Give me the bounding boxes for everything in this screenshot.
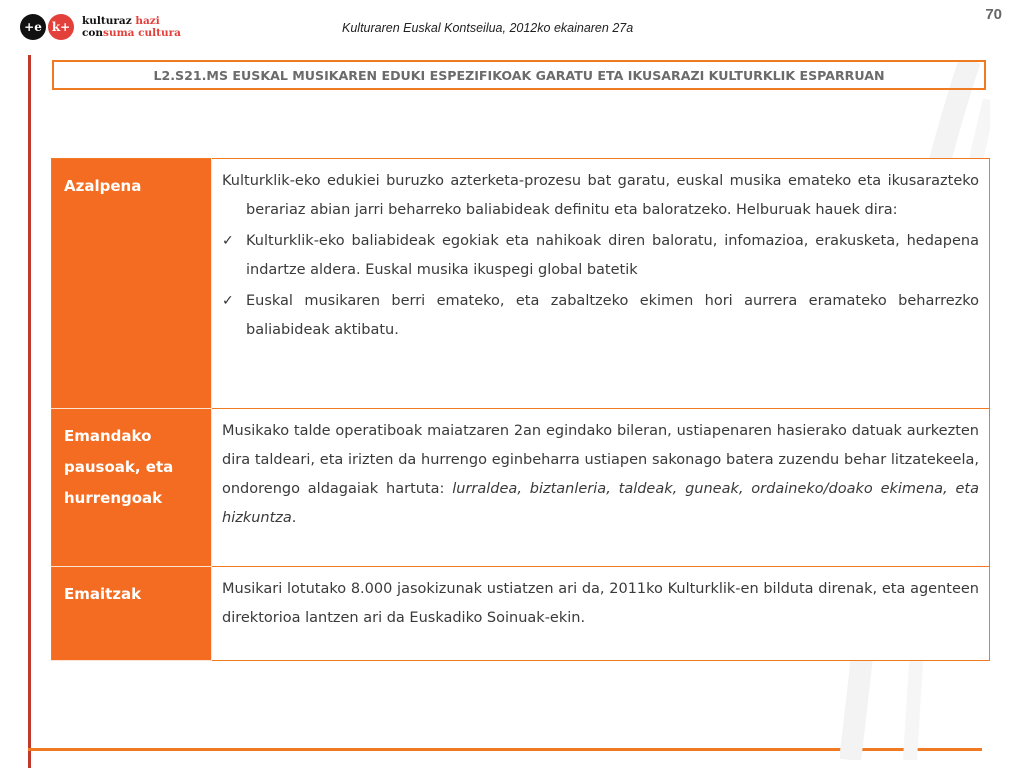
logo-circle-left: +e [20,14,46,40]
row-intro: Kulturklik-eko edukiei buruzko azterketa-prozesu bat garatu, euskal musika emateko eta ikusarazteko berariaz abian jarri beharreko baliabideak definitu eta baloratzeko. Helburuak hauek dira: [222,173,979,218]
table-row [52,567,990,661]
logo-word-3: con [82,27,104,39]
logo-word-1: kulturaz [82,15,132,27]
logo-circle-right: k+ [48,14,74,40]
row-text-end: . [291,510,297,526]
info-table [51,158,990,661]
logo [20,14,181,40]
bullet-text: Kulturklik-eko baliabideak egokiak eta nahikoak diren baloratu, infomazioa, erakusketa, hedapena indartze aldera. Euskal musika ikuspegi global batetik [246,233,979,278]
table-row [52,409,990,567]
page-title: L2.S21.MS EUSKAL MUSIKAREN EDUKI ESPEZIFIKOAK GARATU ETA IKUSARAZI KULTURKLIK ESPARRUAN [153,67,885,83]
checkmark-icon: ✓ [222,293,234,309]
logo-word-4: suma cultura [103,27,181,39]
header-caption: Kulturaren Euskal Kontseilua, 2012ko ekainaren 27a [342,21,634,35]
row-text: Musikari lotutako 8.000 jasokizunak ustiatzen ari da, 2011ko Kulturklik-en bilduta direnak, eta agenteen direktorioa lantzen ari da Euskadiko Soinuak-ekin. [222,581,979,626]
bullet-item [222,287,979,345]
logo-word-2: hazi [131,15,160,27]
row-content [212,567,990,661]
row-content [212,159,990,409]
row-text-main: Musikako talde operatiboak maiatzaren 2an egindako bileran, ustiapenaren hasierako datuak aurkezten dira taldeari, eta irizten da hurrengo eginbeharra ustiapen sakonago batera zuzendu behar litzatekeela, ondorengo aldagaiak hartuta: [222,423,979,497]
row-content [212,409,990,567]
row-label: Emandako pausoak, eta hurrengoak [52,409,212,567]
table-row [52,159,990,409]
logo-text [82,15,181,39]
title-box [52,60,986,90]
row-label: Emaitzak [52,567,212,661]
bottom-rule [28,748,982,751]
row-text [222,417,979,533]
page-number: 70 [985,6,1002,23]
bullet-text: Euskal musikaren berri emateko, eta zabaltzeko ekimen hori aurrera eramateko beharrezko baliabideak aktibatu. [246,293,979,338]
left-margin-rule [28,55,31,768]
row-label: Azalpena [52,159,212,409]
row-text-italic: lurraldea, biztanleria, taldeak, guneak, ordaineko/doako ekimena, eta hizkuntza [222,481,979,526]
bullet-item [222,227,979,285]
checkmark-icon: ✓ [222,233,234,249]
